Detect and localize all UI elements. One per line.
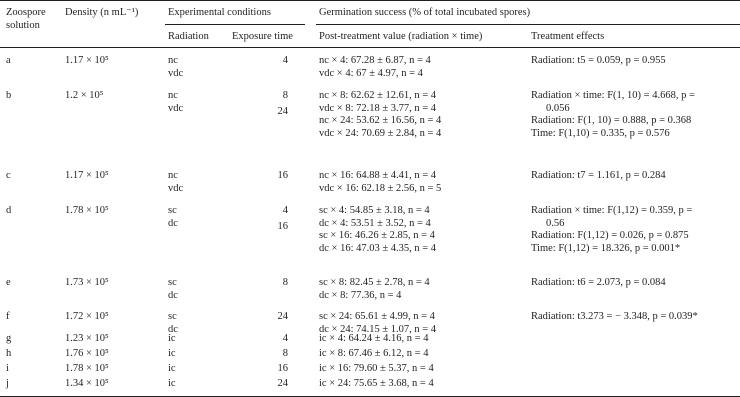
post-treatment-value: dc × 16: 47.03 ± 4.35, n = 4	[319, 242, 437, 254]
radiation-value: sc	[168, 205, 177, 216]
exposure-value: 8	[282, 90, 288, 101]
cell-radiation	[168, 55, 183, 80]
cell-solution: f	[6, 311, 10, 322]
germination-underline	[316, 24, 740, 25]
post-treatment-value: ic × 8: 67.46 ± 6.12, n = 4	[319, 348, 429, 359]
post-treatment-value: sc × 4: 54.85 ± 3.18, n = 4	[319, 205, 430, 216]
radiation-value: ic	[168, 378, 176, 389]
treatment-effect: Time: F(1,10) = 0.335, p = 0.576	[531, 127, 670, 139]
treatment-effect: Radiation: t5 = 0.059, p = 0.955	[531, 55, 666, 66]
header-post-treatment: Post-treatment value (radiation × time)	[319, 31, 483, 42]
cell-density: 1.76 × 10⁵	[65, 348, 109, 359]
radiation-value: ic	[168, 363, 176, 374]
exposure-value: 24	[277, 105, 288, 117]
post-treatment-value: vdc × 8: 72.18 ± 3.77, n = 4	[319, 102, 437, 114]
cell-exposure-time	[248, 205, 288, 233]
cell-solution: c	[6, 170, 11, 181]
post-treatment-value: dc × 8: 77.36, n = 4	[319, 289, 402, 301]
post-treatment-value: sc × 16: 46.26 ± 2.85, n = 4	[319, 230, 435, 242]
cell-exposure-time	[248, 311, 288, 324]
post-treatment-value: vdc × 24: 70.69 ± 2.84, n = 4	[319, 127, 442, 139]
cell-post-treatment	[319, 170, 441, 195]
header-bottom-rule	[0, 47, 740, 48]
treatment-effect: Radiation × time: F(1,12) = 0.359, p =	[531, 205, 693, 216]
exposure-value: 8	[282, 348, 288, 359]
conditions-underline	[165, 24, 305, 25]
radiation-value: nc	[168, 170, 178, 181]
radiation-value: dc	[168, 289, 178, 301]
exposure-value: 4	[282, 55, 288, 66]
treatment-effect: Radiation: t7 = 1.161, p = 0.284	[531, 170, 666, 181]
cell-solution: g	[6, 333, 12, 344]
radiation-value: vdc	[168, 182, 184, 194]
cell-post-treatment	[319, 90, 441, 140]
post-treatment-value: nc × 24: 53.62 ± 16.56, n = 4	[319, 115, 442, 127]
exposure-value: 24	[277, 378, 288, 389]
post-treatment-value: ic × 4: 64.24 ± 4.16, n = 4	[319, 333, 429, 344]
treatment-effect: Radiation: t6 = 2.073, p = 0.084	[531, 277, 666, 288]
header-experimental-conditions: Experimental conditions	[168, 7, 271, 18]
cell-radiation	[168, 277, 178, 302]
header-germination-success: Germination success (% of total incubated spores)	[319, 7, 531, 18]
cell-post-treatment	[319, 55, 431, 80]
cell-exposure-time	[248, 348, 288, 361]
header-zoospore-line2: solution	[6, 19, 40, 31]
cell-post-treatment	[319, 333, 428, 346]
radiation-value: nc	[168, 90, 178, 101]
cell-radiation	[168, 378, 176, 391]
cell-post-treatment	[319, 205, 436, 255]
cell-density: 1.17 × 10⁵	[65, 55, 109, 66]
cell-radiation	[168, 205, 178, 230]
radiation-value: dc	[168, 217, 178, 229]
cell-exposure-time	[248, 90, 288, 118]
post-treatment-value: dc × 4: 53.51 ± 3.52, n = 4	[319, 217, 431, 229]
cell-radiation	[168, 90, 183, 115]
cell-radiation	[168, 170, 183, 195]
cell-post-treatment	[319, 348, 428, 361]
cell-exposure-time	[248, 333, 288, 346]
cell-treatment-effects	[531, 55, 666, 68]
post-treatment-value: sc × 8: 82.45 ± 2.78, n = 4	[319, 277, 430, 288]
cell-density: 1.72 × 10⁵	[65, 311, 109, 322]
post-treatment-value: nc × 8: 62.62 ± 12.61, n = 4	[319, 90, 437, 101]
treatment-effect: Radiation × time: F(1, 10) = 4.668, p =	[531, 90, 695, 101]
header-zoospore	[6, 7, 46, 32]
cell-density: 1.17 × 10⁵	[65, 170, 109, 181]
header-zoospore-line1: Zoospore	[6, 7, 46, 18]
cell-post-treatment	[319, 363, 434, 376]
cell-treatment-effects	[531, 170, 666, 183]
cell-exposure-time	[248, 277, 288, 290]
cell-treatment-effects	[531, 311, 698, 324]
radiation-value: vdc	[168, 67, 184, 79]
radiation-value: sc	[168, 311, 177, 322]
exposure-value: 4	[282, 205, 288, 216]
radiation-value: sc	[168, 277, 177, 288]
cell-exposure-time	[248, 363, 288, 376]
exposure-value: 24	[277, 311, 288, 322]
cell-radiation	[168, 333, 176, 346]
cell-density: 1.34 × 10⁵	[65, 378, 109, 389]
radiation-value: ic	[168, 348, 176, 359]
cell-treatment-effects	[531, 205, 692, 255]
exposure-value: 8	[282, 277, 288, 288]
post-treatment-value: nc × 4: 67.28 ± 6.87, n = 4	[319, 55, 431, 66]
treatment-effect: Time: F(1,12) = 18.326, p = 0.001*	[531, 242, 681, 254]
post-treatment-value: nc × 16: 64.88 ± 4.41, n = 4	[319, 170, 437, 181]
header-density: Density (n mL⁻¹)	[65, 7, 139, 18]
cell-exposure-time	[248, 170, 288, 183]
cell-solution: j	[6, 378, 9, 389]
cell-treatment-effects	[531, 277, 666, 290]
cell-post-treatment	[319, 378, 434, 391]
cell-radiation	[168, 363, 176, 376]
radiation-value: dc	[168, 323, 178, 335]
exposure-value: 16	[277, 170, 288, 181]
table-top-rule	[0, 0, 740, 1]
exposure-value: 4	[282, 333, 288, 344]
cell-density: 1.78 × 10⁵	[65, 363, 109, 374]
cell-solution: b	[6, 90, 12, 101]
header-exposure-time: Exposure time	[232, 31, 293, 42]
cell-density: 1.2 × 10⁵	[65, 90, 104, 101]
treatment-effect: Radiation: F(1,12) = 0.026, p = 0.875	[531, 230, 689, 242]
cell-solution: i	[6, 363, 9, 374]
post-treatment-value: vdc × 4: 67 ± 4.97, n = 4	[319, 67, 423, 79]
treatment-effect: 0.56	[546, 217, 565, 229]
cell-density: 1.73 × 10⁵	[65, 277, 109, 288]
cell-radiation	[168, 348, 176, 361]
cell-density: 1.23 × 10⁵	[65, 333, 109, 344]
treatment-effect: 0.056	[546, 102, 570, 114]
cell-treatment-effects	[531, 90, 695, 140]
cell-post-treatment	[319, 277, 430, 302]
cell-solution: d	[6, 205, 12, 216]
post-treatment-value: dc × 24: 74.15 ± 1.07, n = 4	[319, 323, 437, 335]
treatment-effect: Radiation: t3.273 = − 3.348, p = 0.039*	[531, 311, 698, 322]
radiation-value: vdc	[168, 102, 184, 114]
radiation-value: ic	[168, 333, 176, 344]
post-treatment-value: sc × 24: 65.61 ± 4.99, n = 4	[319, 311, 435, 322]
post-treatment-value: vdc × 16: 62.18 ± 2.56, n = 5	[319, 182, 442, 194]
exposure-value: 16	[277, 220, 288, 232]
header-treatment-effects: Treatment effects	[531, 31, 605, 42]
cell-solution: a	[6, 55, 11, 66]
exposure-value: 16	[277, 363, 288, 374]
treatment-effect: Radiation: F(1, 10) = 0.888, p = 0.368	[531, 115, 692, 127]
cell-solution: e	[6, 277, 11, 288]
radiation-value: nc	[168, 55, 178, 66]
cell-density: 1.78 × 10⁵	[65, 205, 109, 216]
header-radiation: Radiation	[168, 31, 209, 42]
cell-exposure-time	[248, 55, 288, 68]
post-treatment-value: ic × 24: 75.65 ± 3.68, n = 4	[319, 378, 434, 389]
cell-exposure-time	[248, 378, 288, 391]
post-treatment-value: ic × 16: 79.60 ± 5.37, n = 4	[319, 363, 434, 374]
cell-solution: h	[6, 348, 12, 359]
